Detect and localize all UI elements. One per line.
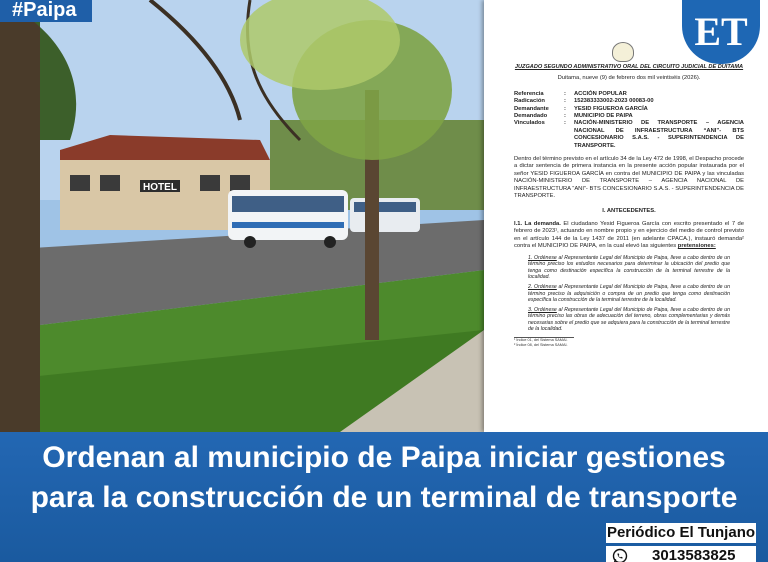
meta-value: ACCIÓN POPULAR — [574, 90, 627, 97]
claims-list — [528, 255, 730, 334]
city-date: Duitama, nueve (9) de febrero dos mil veintiséis (2026). — [557, 75, 701, 82]
claim-label: 1. Ordénese — [528, 254, 557, 261]
footnote: ¹ Índice 01, del Sistema SAMAI. — [514, 338, 568, 343]
demand-text: El ciudadano Yesid Figueroa García con escrito presentado el 7 de febrero de 2023¹, actuando en nombre propio y en ejercicio del medio de control previsto en el artículo 144 de la Ley 1437 de 2011 (en adelante CPACA.), instauró demanda² contra el MUNICIPIO DE PAIPA, en la cual elevó las siguientes — [514, 220, 744, 250]
hotel-sign: HOTEL — [143, 182, 177, 193]
headline-banner — [0, 432, 768, 562]
hashtag-label: #Paipa — [0, 0, 92, 22]
et-logo: ET — [682, 0, 760, 64]
claim-text: al Representante Legal del Municipio de Paipa, lleve a cabo dentro de un término preciso los estudios necesarios para determinar la ubicación del predio que tenga como destinación específica la construcción de la terminal terrestre de la localidad. — [528, 254, 730, 281]
demand-paragraph — [514, 221, 744, 251]
court-document — [484, 0, 768, 432]
meta-row: Demandado : MUNICIPIO DE PAIPA — [514, 113, 744, 120]
phone-number: 3013583825 — [652, 547, 736, 562]
coat-of-arms-icon — [612, 42, 634, 62]
phone-box — [606, 546, 756, 562]
meta-key: Vinculados — [514, 120, 545, 127]
meta-value: MUNICIPIO DE PAIPA — [574, 113, 633, 120]
street-scene — [0, 0, 484, 432]
court-name: JUZGADO SEGUNDO ADMINISTRATIVO ORAL DEL CIRCUITO JUDICIAL DE DUITAMA — [514, 64, 744, 70]
meta-value: NACIÓN-MINISTERIO DE TRANSPORTE – AGENCIA NACIONAL DE INFRAESTRUCTURA “ANI”- BTS CONCESIONARIO S.A.S. - SUPERINTENDENCIA DE TRANSPORTE. — [574, 120, 744, 149]
case-metadata — [514, 91, 744, 150]
headline-line-2: para la construcción de un terminal de transporte — [30, 481, 738, 514]
street-photo — [0, 0, 484, 432]
demand-lead: I.1. La demanda. — [514, 220, 561, 227]
claim-label: 3. Ordénese — [528, 306, 557, 313]
claim-label: 2. Ordénese — [528, 283, 557, 290]
claim-item — [528, 284, 730, 304]
brand-label: Periódico El Tunjano — [606, 524, 756, 541]
footnote: ² Índice 08, del Sistema SAMAI. — [514, 342, 568, 347]
claim-item — [528, 255, 730, 281]
meta-row: Demandante : YESID FIGUEROA GARCÍA — [514, 106, 744, 113]
meta-row: Vinculados : NACIÓN-MINISTERIO DE TRANSPORTE – AGENCIA NACIONAL DE INFRAESTRUCTURA “ANI”- BTS CONCESIONARIO S.A.S. - SUPERINTENDENCIA DE TRANSPORTE. — [514, 120, 744, 149]
section-title: I. ANTECEDENTES. — [602, 207, 656, 214]
claim-item — [528, 307, 730, 333]
claim-text: al Representante Legal del Municipio de Paipa, lleve a cabo dentro de un término preciso la adquisición o compra de un predio que tenga como destinación específica la construcción de la terminal terrestre de la localidad. — [528, 283, 730, 304]
whatsapp-icon — [612, 548, 628, 562]
meta-value: YESID FIGUEROA GARCÍA — [574, 105, 648, 112]
meta-row: Referencia : ACCIÓN POPULAR — [514, 91, 744, 98]
meta-key: Demandado — [514, 113, 548, 120]
meta-row: Radicación : 152383333002-2023 00083-00 — [514, 98, 744, 105]
pretensiones-label: pretensiones: — [677, 243, 716, 250]
intro-paragraph: Dentro del término previsto en el artículo 34 de la Ley 472 de 1998, el Despacho procede a dictar sentencia de primera instancia en la presente acción popular instaurada por el señor YESID FIGUEROA GARCÍA en contra del MUNICIPIO DE PAIPA y las vinculadas NACIÓN-MINISTERIO DE TRANSPORTE – AGENCIA NACIONAL DE INFRAESTRUCTURA “ANI”- BTS CONCESIONARIO S.A.S. - SUPERINTENDENCIA DE TRANSPORTE. — [514, 156, 744, 200]
meta-value: 152383333002-2023 00083-00 — [574, 98, 654, 105]
claim-text: al Representante Legal del Municipio de Paipa, lleve a cabo dentro de un término preciso las obras de adecuación del terreno, obras complementarias y demás necesarias sobre el predio que se adquiera para la construcción de la terminal terrestre de la localidad. — [528, 306, 730, 333]
headline-line-1: Ordenan al municipio de Paipa iniciar gestiones — [42, 441, 726, 474]
meta-key: Referencia — [514, 90, 544, 97]
headline — [0, 438, 768, 518]
meta-key: Radicación — [514, 98, 545, 105]
meta-key: Demandante — [514, 105, 549, 112]
